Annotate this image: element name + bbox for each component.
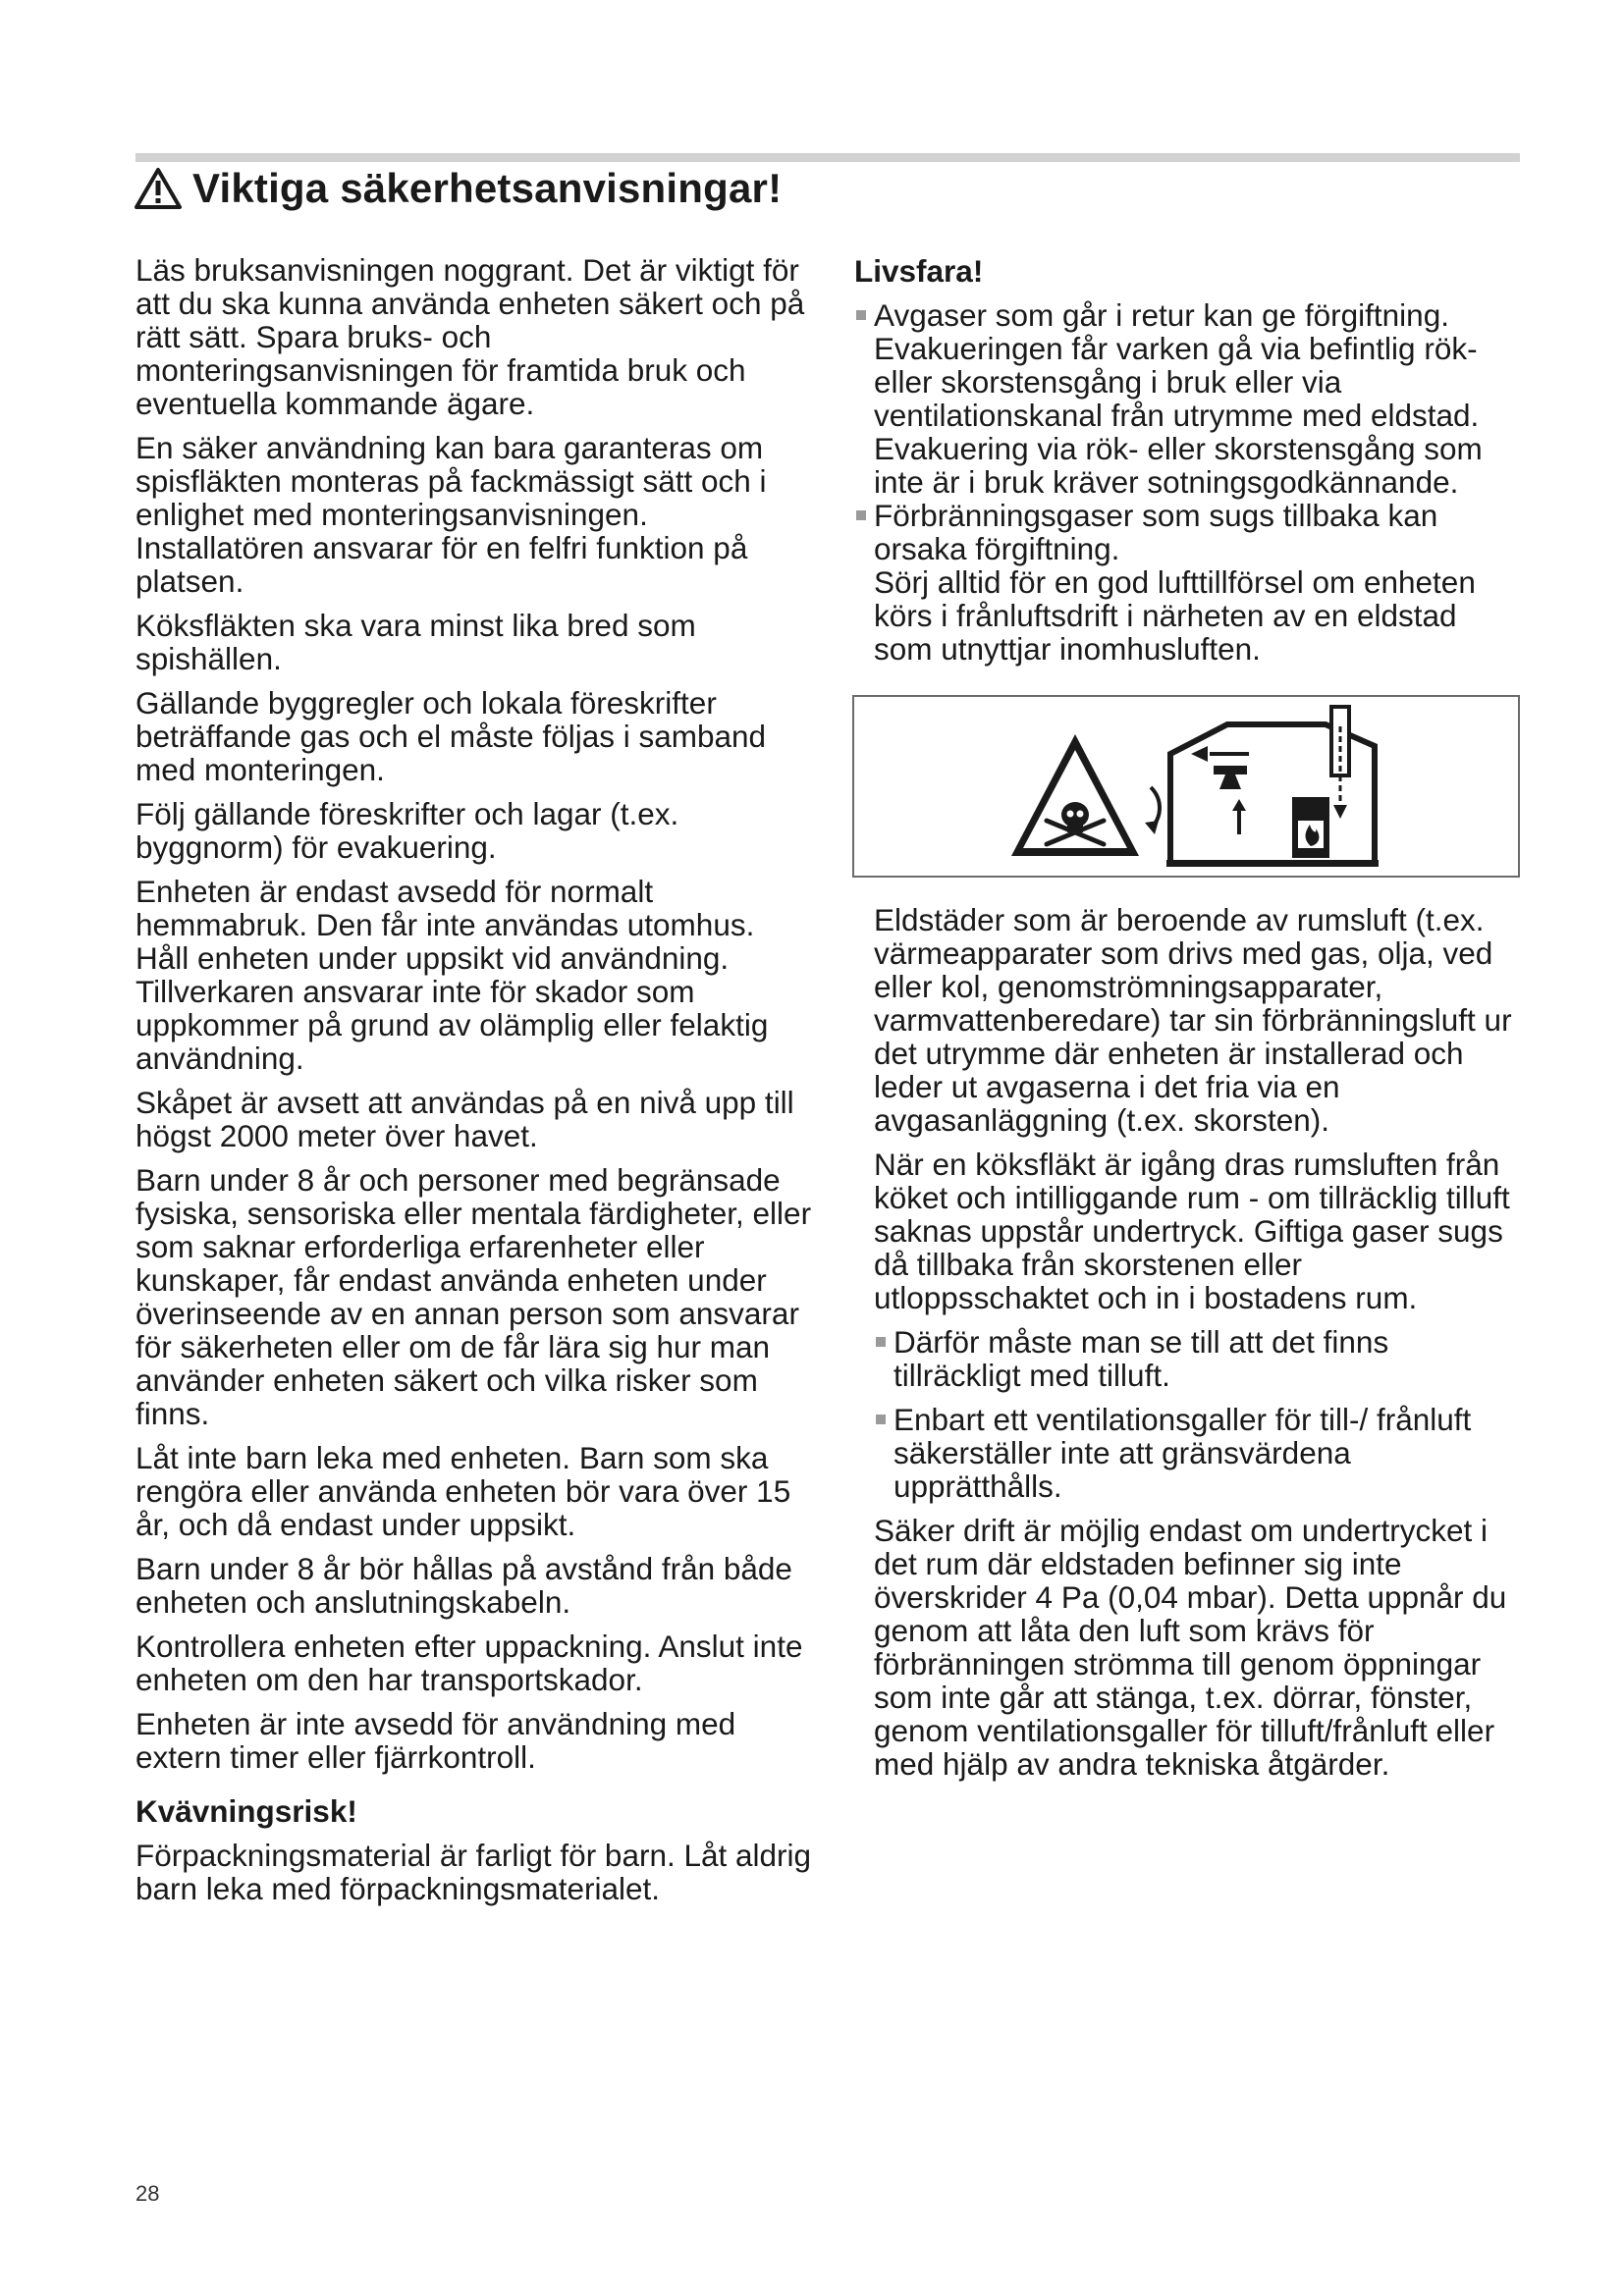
page-title-text: Viktiga säkerhetsanvisningar!	[192, 165, 783, 211]
paragraph: Följ gällande föreskrifter och lagar (t.ex. byggnorm) för evakuering.	[135, 796, 679, 865]
indented-section	[854, 903, 1522, 1781]
list-item: Enbart ett ventilationsgaller för till-/ frånluft säkerställer inte att gränsvärdena upprätthålls.	[874, 1403, 1522, 1503]
paragraph: Gällande byggregler och lokala föreskrifter beträffande gas och el måste följas i samband med monteringen.	[135, 685, 767, 787]
top-rule	[135, 153, 1520, 162]
skull-warning-icon	[1011, 734, 1139, 856]
page-number: 28	[135, 2181, 160, 2206]
list-item: Förbränningsgaser som sugs tillbaka kan orsaka förgiftning.	[854, 499, 1522, 565]
paragraph: Köksfläkten ska vara minst lika bred som spishällen.	[135, 608, 696, 676]
danger-heading: Livsfara!	[854, 253, 984, 289]
paragraph: Barn under 8 år och personer med begränsade fysiska, sensoriska eller mentala färdigheter, eller som saknar erforderliga erfarenheter eller kunskaper, får endast använda enheten under överinseende av en annan person som ansvarar för säkerheten eller om de får lära sig hur man använder enheten säkert och vilka risker som finns.	[135, 1162, 812, 1431]
paragraph: Eldstäder som är beroende av rumsluft (t.ex. värmeapparater som drivs med gas, olja, ved eller kol, genomströmningsapparater, varmvattenberedare) tar sin förbränningsluft ur det utrymme där enheten är installerad och leder ut avgaserna i det fria via en avgasanläggning (t.ex. skorsten).	[874, 902, 1512, 1138]
page-title	[134, 165, 782, 212]
suffocation-heading: Kvävningsrisk!	[135, 1793, 357, 1829]
list-item: Avgaser som går i retur kan ge förgiftning. Evakueringen får varken gå via befintlig rök- eller skorstensgång i bruk eller via ventilationskanal från utrymme med eldstad. Evakuering via rök- eller skorstensgång som inte är i bruk kräver sotningsgodkännande.	[854, 298, 1522, 499]
air-supply-list	[874, 1325, 1522, 1503]
paragraph: När en köksfläkt är igång dras rumsluften från köket och intilliggande rum - om tillräcklig tilluft saknas uppstår undertryck. Giftiga gaser sugs då tillbaka från skorstenen eller utloppsschaktet och in i bostadens rum.	[874, 1147, 1510, 1315]
exhaust-warning-figure	[852, 695, 1520, 878]
paragraph: Läs bruksanvisningen noggrant. Det är viktigt för att du ska kunna använda enheten säkert och på rätt sätt. Spara bruks- och monteringsanvisningen för framtida bruk och eventuella kommande ägare.	[135, 252, 805, 421]
paragraph: Barn under 8 år bör hållas på avstånd från både enheten och anslutningskabeln.	[135, 1551, 792, 1620]
warning-triangle-icon	[134, 167, 183, 210]
left-column	[135, 253, 813, 1916]
list-item: Därför måste man se till att det finns tillräckligt med tilluft.	[874, 1325, 1522, 1392]
right-column	[854, 253, 1522, 1791]
house-exhaust-diagram-icon	[1145, 707, 1379, 867]
paragraph: Skåpet är avsett att användas på en nivå upp till högst 2000 meter över havet.	[135, 1085, 794, 1153]
paragraph: Enheten är inte avsedd för användning med extern timer eller fjärrkontroll.	[135, 1706, 736, 1775]
paragraph: Säker drift är möjlig endast om undertrycket i det rum där eldstaden befinner sig inte överskrider 4 Pa (0,04 mbar). Detta uppnår du genom att låta den luft som krävs för förbränningen strömma till genom öppningar som inte går att stänga, t.ex. dörrar, fönster, genom ventilationsgaller för tilluft/frånluft eller med hjälp av andra tekniska åtgärder.	[874, 1513, 1507, 1782]
danger-continuation: Sörj alltid för en god lufttillförsel om enheten körs i frånluftsdrift i närheten av en eldstad som utnyttjar inomhusluften.	[874, 564, 1476, 667]
paragraph: En säker användning kan bara garanteras om spisfläkten monteras på fackmässigt sätt och i enlighet med monteringsanvisningen. Installatören ansvarar för en felfri funktion på platsen.	[135, 430, 767, 599]
figure-illustration	[854, 697, 1518, 876]
suffocation-text: Förpackningsmaterial är farligt för barn. Låt aldrig barn leka med förpackningsmaterialet.	[135, 1838, 812, 1906]
danger-list	[854, 298, 1522, 565]
paragraph: Enheten är endast avsedd för normalt hemmabruk. Den får inte användas utomhus. Håll enheten under uppsikt vid användning. Tillverkaren ansvarar inte för skador som uppkommer på grund av olämplig eller felaktig användning.	[135, 874, 769, 1076]
paragraph: Kontrollera enheten efter uppackning. Anslut inte enheten om den har transportskador.	[135, 1629, 803, 1697]
paragraph: Låt inte barn leka med enheten. Barn som ska rengöra eller använda enheten bör vara över 15 år, och då endast under uppsikt.	[135, 1440, 791, 1542]
